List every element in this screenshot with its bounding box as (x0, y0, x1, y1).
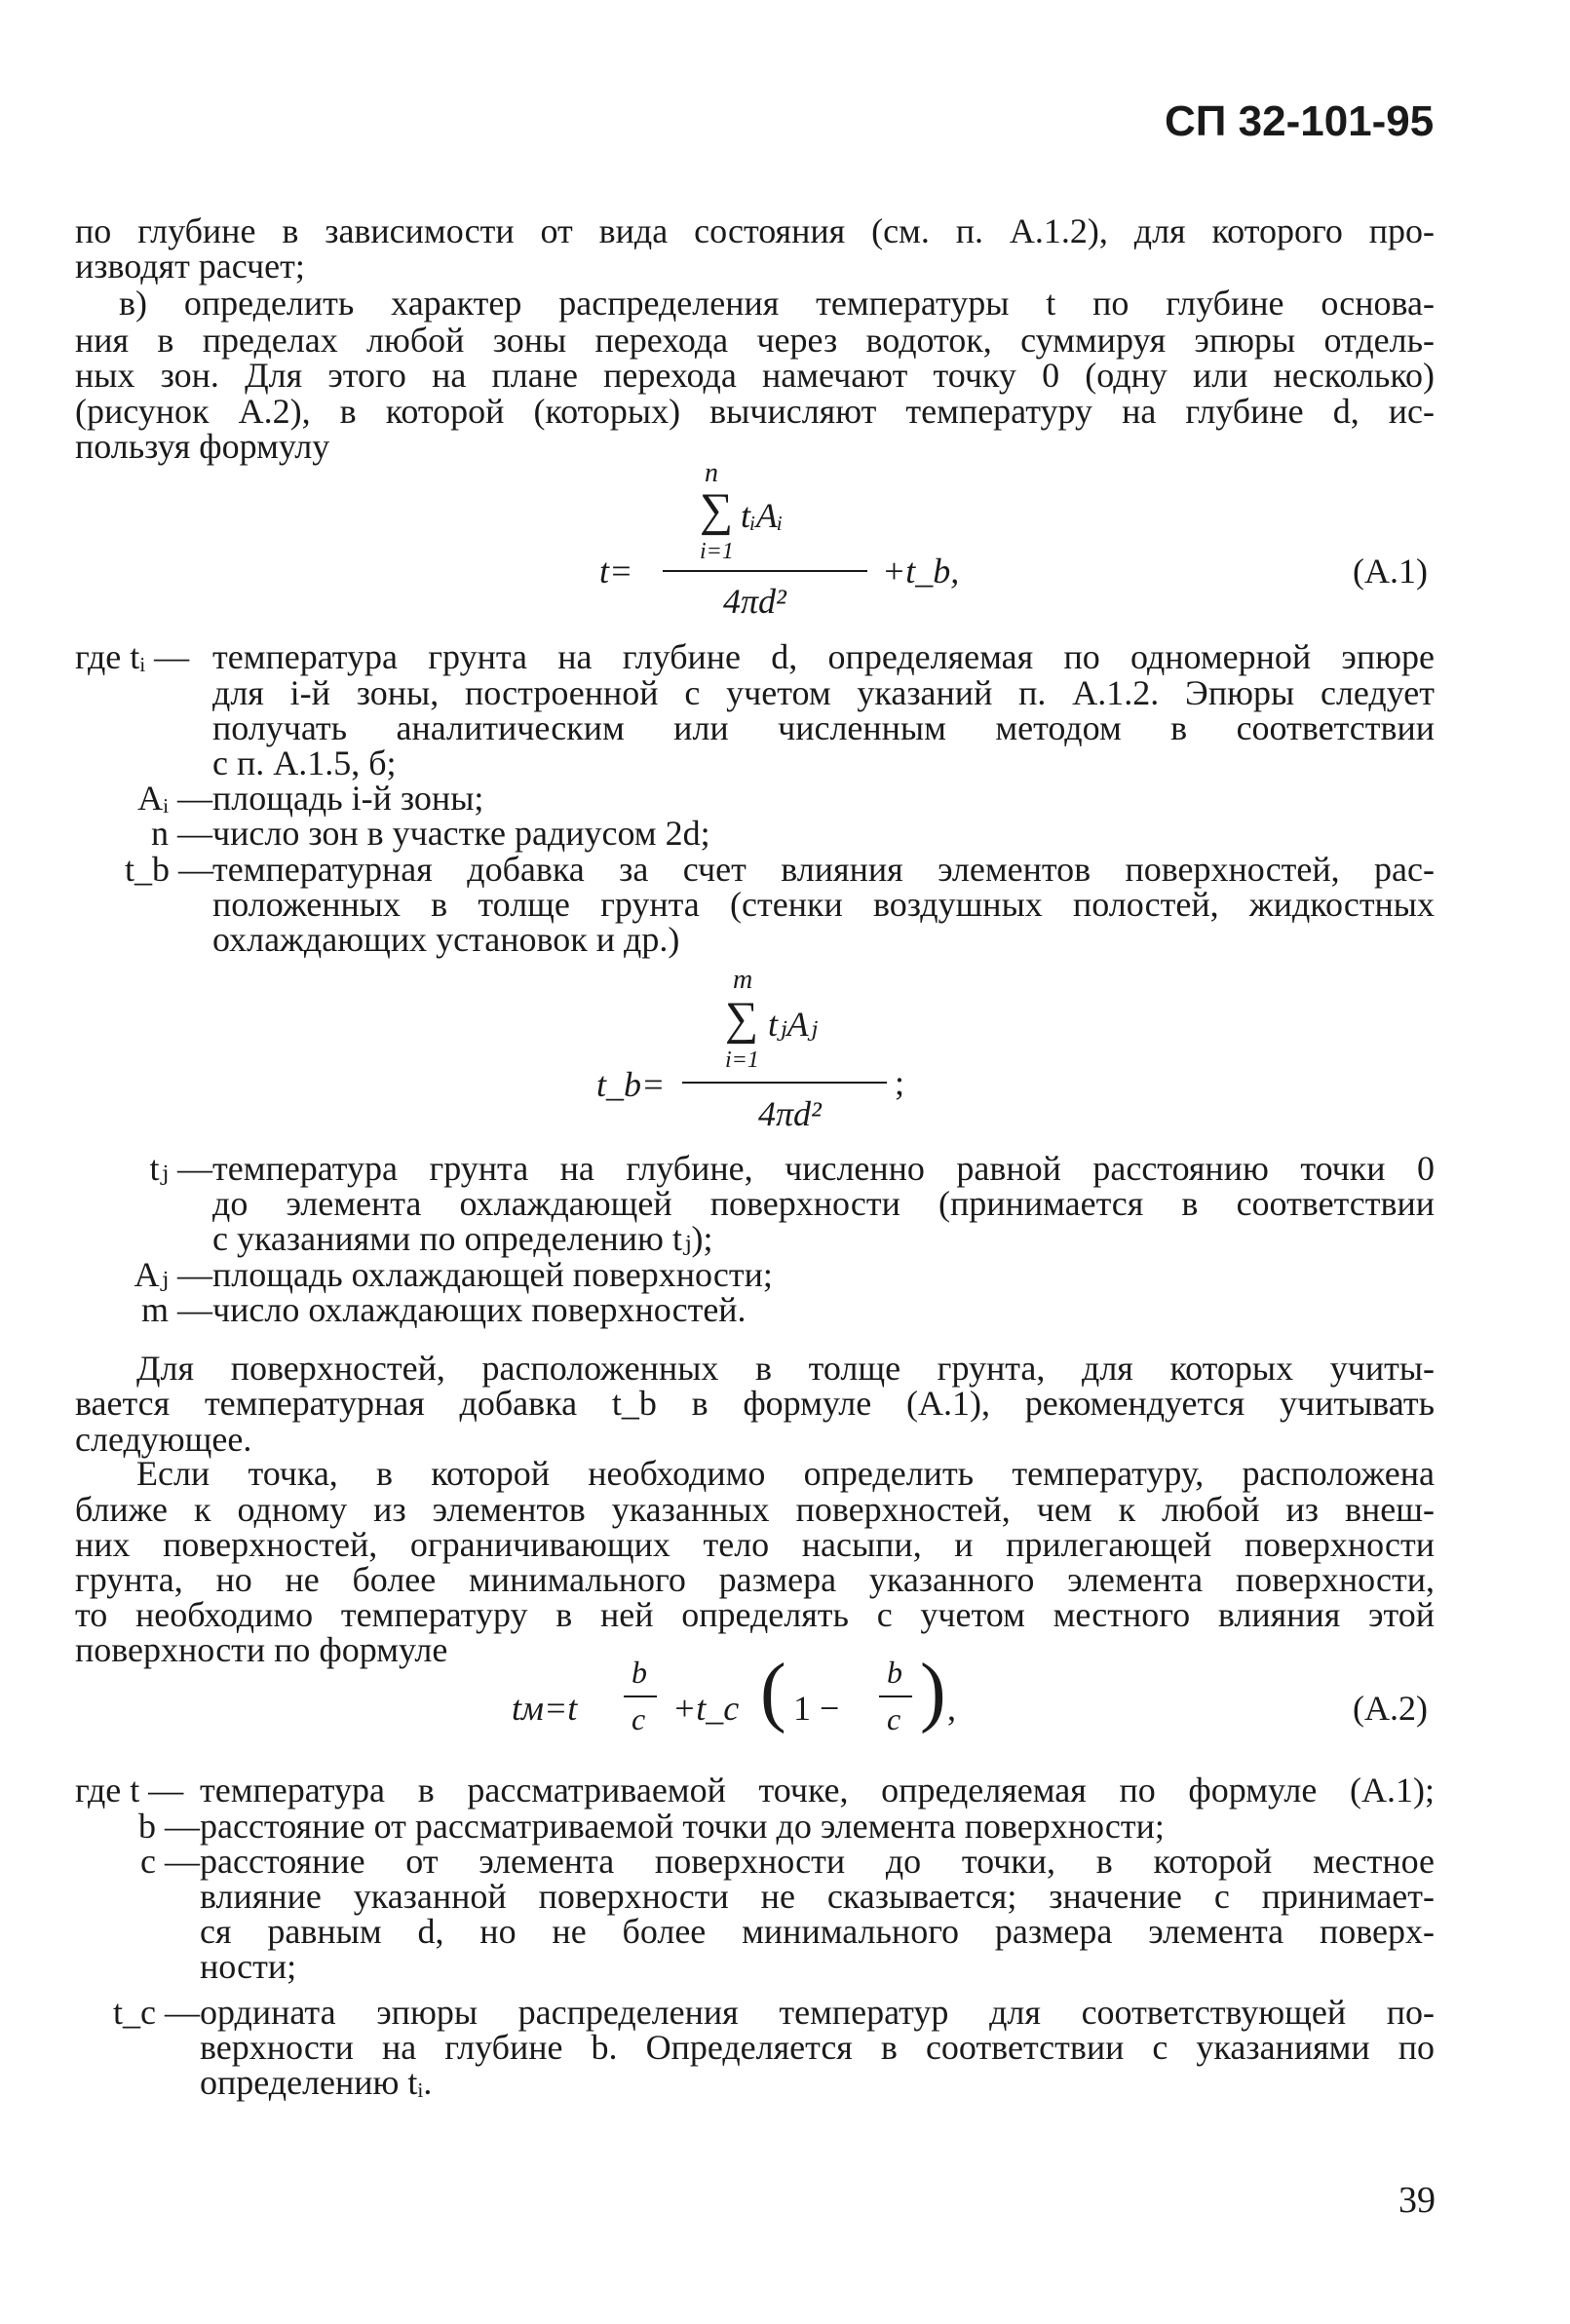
def-symbol: t_b — (125, 850, 214, 889)
def-symbol: где t — (75, 1771, 184, 1810)
def-text: температура грунта на глубине d, определяемая по одномерной эпюре (212, 637, 1435, 676)
def-text: с указаниями по определению tⱼ); (212, 1219, 713, 1258)
def-symbol: t_c — (113, 1993, 200, 2032)
def-text: с п. А.1.5, б; (212, 743, 397, 782)
def-text: охлаждающих установок и др.) (212, 920, 680, 959)
def-text: температура грунта на глубине, численно равной расстоянию точки 0 (212, 1149, 1435, 1188)
def-text: расстояние от рассматриваемой точки до элемента поверхности; (200, 1807, 1165, 1846)
formula-tail: +t_b, (882, 552, 960, 591)
formula-lhs: tм=t (512, 1689, 578, 1728)
def-text: ордината эпюры распределения температур для соответствующей по- (200, 1993, 1435, 2032)
def-text: до элемента охлаждающей поверхности (принимается в соответствии (212, 1184, 1435, 1223)
def-text: расстояние от элемента поверхности до точки, в которой местное (200, 1842, 1435, 1881)
fraction-bar (879, 1695, 912, 1697)
def-text: число зон в участке радиусом 2d; (212, 814, 710, 853)
def-symbol: n — (151, 814, 212, 853)
def-text: получать аналитическим или численным методом в соответствии (212, 708, 1435, 747)
fraction-bar (663, 570, 867, 572)
def-text: температура в рассматриваемой точке, определяемая по формуле (А.1); (200, 1771, 1435, 1810)
sum-symbol: ∑ (700, 484, 734, 536)
def-symbol: где tᵢ — (75, 637, 190, 676)
text-line: грунта, но не более минимального размера указанного элемента поверхности, (75, 1560, 1435, 1599)
text-line: ных зон. Для этого на плане перехода намечают точку 0 (одну или несколько) (75, 356, 1435, 395)
frac2-numerator: b (887, 1655, 902, 1690)
text-line: Для поверхностей, расположенных в толще грунта, для которых учиты- (136, 1349, 1435, 1388)
def-text: площадь i-й зоны; (212, 779, 484, 818)
def-symbol: m — (140, 1290, 212, 1329)
def-text: температурная добавка за счет влияния элементов поверхностей, рас- (212, 850, 1435, 889)
document-code: СП 32-101-95 (1165, 97, 1435, 145)
def-symbol: Aⱼ — (134, 1255, 212, 1294)
def-text: влияние указанной поверхности не сказывается; значение c принимает- (200, 1877, 1435, 1916)
one-minus: 1 − (793, 1689, 840, 1728)
text-line: пользуя формулу (75, 427, 330, 466)
def-text: для i-й зоны, построенной с учетом указаний п. А.1.2. Эпюры следует (212, 673, 1435, 712)
frac1-numerator: b (632, 1655, 647, 1690)
formula-comma: , (947, 1689, 956, 1728)
sum-upper-limit: m (733, 965, 753, 995)
denominator: 4πd² (758, 1094, 822, 1133)
text-line: них поверхностей, ограничивающих тело насыпи, и прилегающей поверхности (75, 1525, 1435, 1564)
text-line: (рисунок А.2), в которой (которых) вычисляют температуру на глубине d, ис- (75, 392, 1435, 431)
def-text: ности; (200, 1947, 297, 1986)
text-line: вается температурная добавка t_b в формуле (А.1), рекомендуется учитывать (75, 1384, 1435, 1423)
paren-open: ( (760, 1649, 786, 1734)
sum-lower-limit: i=1 (700, 539, 734, 564)
text-line: ния в пределах любой зоны перехода через водоток, суммируя эпюры отдель- (75, 321, 1435, 360)
text-line: то необходимо температуру в ней определять с учетом местного влияния этой (75, 1595, 1435, 1634)
sum-term: tⱼAⱼ (768, 1005, 819, 1044)
formula-lhs: t= (599, 552, 633, 591)
def-symbol: b — (138, 1807, 200, 1846)
text-line: изводят расчет; (75, 247, 305, 286)
text-line: по глубине в зависимости от вида состояния (см. п. А.1.2), для которого про- (75, 211, 1435, 250)
fraction-bar (682, 1082, 887, 1084)
formula-tail: ; (895, 1063, 905, 1102)
sum-lower-limit: i=1 (725, 1048, 759, 1073)
text-line: поверхности по формуле (75, 1630, 448, 1669)
text-line: Если точка, в которой необходимо определить температуру, расположена (136, 1454, 1435, 1493)
denominator: 4πd² (723, 582, 786, 621)
fraction-bar (624, 1695, 657, 1697)
def-symbol: c — (140, 1842, 200, 1881)
formula-lhs: t_b= (596, 1065, 666, 1104)
def-text: ся равным d, но не более минимального размера элемента поверх- (200, 1912, 1435, 1951)
text-line: следующее. (75, 1420, 252, 1459)
def-symbol: Aᵢ — (137, 779, 212, 818)
def-text: число охлаждающих поверхностей. (212, 1290, 747, 1329)
formula-label: (А.2) (1353, 1689, 1428, 1728)
def-text: определению tᵢ. (200, 2063, 433, 2102)
formula-mid: +t_c (672, 1689, 740, 1728)
sum-term: tᵢAᵢ (741, 496, 784, 535)
sum-symbol: ∑ (725, 993, 759, 1045)
def-text: верхности на глубине b. Определяется в соответствии с указаниями по (200, 2028, 1435, 2067)
def-symbol: tⱼ — (149, 1149, 212, 1188)
paren-close: ) (920, 1649, 946, 1734)
text-line: ближе к одному из элементов указанных поверхностей, чем к любой из внеш- (75, 1490, 1435, 1529)
formula-label: (А.1) (1353, 552, 1428, 591)
frac2-denominator: c (887, 1701, 901, 1736)
sum-upper-limit: n (705, 458, 718, 488)
frac1-denominator: c (632, 1701, 646, 1736)
text-line: в) определить характер распределения температуры t по глубине основа- (119, 284, 1435, 323)
def-text: площадь охлаждающей поверхности; (212, 1255, 773, 1294)
page-number: 39 (1398, 2180, 1436, 2221)
def-text: положенных в толще грунта (стенки воздушных полостей, жидкостных (212, 885, 1435, 924)
